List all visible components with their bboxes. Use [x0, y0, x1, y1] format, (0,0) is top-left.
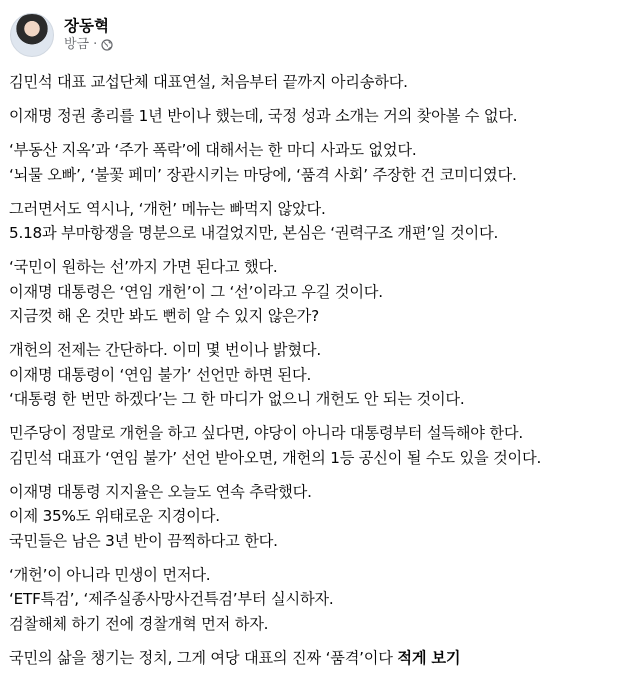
- post-paragraph: [9, 563, 632, 637]
- author-info: [64, 16, 113, 54]
- post-last-line: [9, 646, 632, 671]
- post-line: 이재명 대통령은 ‘연임 개헌’이 그 ‘선’이라고 우길 것이다.: [9, 282, 383, 301]
- post-line: 김민석 대표 교섭단체 대표연설, 처음부터 끝까지 아리송하다.: [9, 73, 408, 91]
- post-line: ‘국민이 원하는 선’까지 가면 된다고 했다.: [9, 258, 278, 276]
- post-line: 민주당이 정말로 개헌을 하고 싶다면, 야당이 아니라 대통령부터 설득해야 한다.: [9, 424, 523, 442]
- post-line: 지금껏 해 온 것만 봐도 뻔히 알 수 있지 않은가?: [9, 307, 319, 325]
- post-line: 김민석 대표가 ‘연임 불가’ 선언 받아오면, 개헌의 1등 공신이 될 수도 있을 것이다.: [9, 448, 542, 467]
- post-body: [9, 70, 632, 680]
- post-paragraph: [9, 104, 632, 129]
- post-paragraph: [9, 197, 632, 246]
- post-line: ‘개헌’이 아니라 민생이 먼저다.: [9, 565, 211, 584]
- post-line: 이재명 정권 총리를 1년 반이나 했는데, 국정 성과 소개는 거의 찾아볼 수 없다.: [9, 107, 518, 125]
- post-line: ‘ETF특검’, ‘제주실종사망사건특검’부터 실시하자.: [9, 590, 334, 608]
- post-header: [10, 8, 113, 62]
- post-line: 국민의 삶을 챙기는 정치, 그게 여당 대표의 진짜 ‘품격’이다: [9, 648, 393, 667]
- see-less-button[interactable]: 적게 보기: [397, 648, 461, 667]
- post-line: 국민들은 남은 3년 반이 끔찍하다고 한다.: [9, 531, 278, 550]
- post-line: 그러면서도 역시나, ‘개헌’ 메뉴는 빠먹지 않았다.: [9, 199, 326, 218]
- post-paragraph: [9, 70, 632, 95]
- author-name[interactable]: 장동혁: [64, 17, 109, 35]
- post-line: ‘뇌물 오빠’, ‘불꽃 페미’ 장관시키는 마당에, ‘품격 사회’ 주장한 건 코미디였다.: [9, 165, 517, 184]
- post-paragraph: [9, 480, 632, 554]
- post-meta: [64, 36, 113, 54]
- avatar[interactable]: [10, 13, 54, 57]
- meta-separator: ·: [93, 37, 98, 52]
- post-paragraph: [9, 338, 632, 412]
- globe-icon[interactable]: [101, 39, 113, 51]
- post-line: 이재명 대통령이 ‘연임 불가’ 선언만 하면 된다.: [9, 365, 312, 384]
- post-line: 5.18과 부마항쟁을 명분으로 내걸었지만, 본심은 ‘권력구조 개편’일 것이다.: [9, 224, 499, 242]
- post-line: 이재명 대통령 지지율은 오늘도 연속 추락했다.: [9, 482, 312, 501]
- post-line: ‘대통령 한 번만 하겠다’는 그 한 마디가 없으니 개헌도 안 되는 것이다.: [9, 390, 465, 408]
- post-timestamp[interactable]: 방금: [64, 37, 90, 52]
- post-line: 이제 35%도 위태로운 지경이다.: [9, 507, 220, 525]
- post-line: 검찰해체 하기 전에 경찰개혁 먼저 하자.: [9, 614, 269, 633]
- post-paragraph: [9, 255, 632, 329]
- post-paragraph: [9, 138, 632, 187]
- post-paragraph: [9, 421, 632, 470]
- post-line: 개헌의 전제는 간단하다. 이미 몇 번이나 밝혔다.: [9, 341, 321, 359]
- post-line: ‘부동산 지옥’과 ‘주가 폭락’에 대해서는 한 마디 사과도 없었다.: [9, 141, 417, 159]
